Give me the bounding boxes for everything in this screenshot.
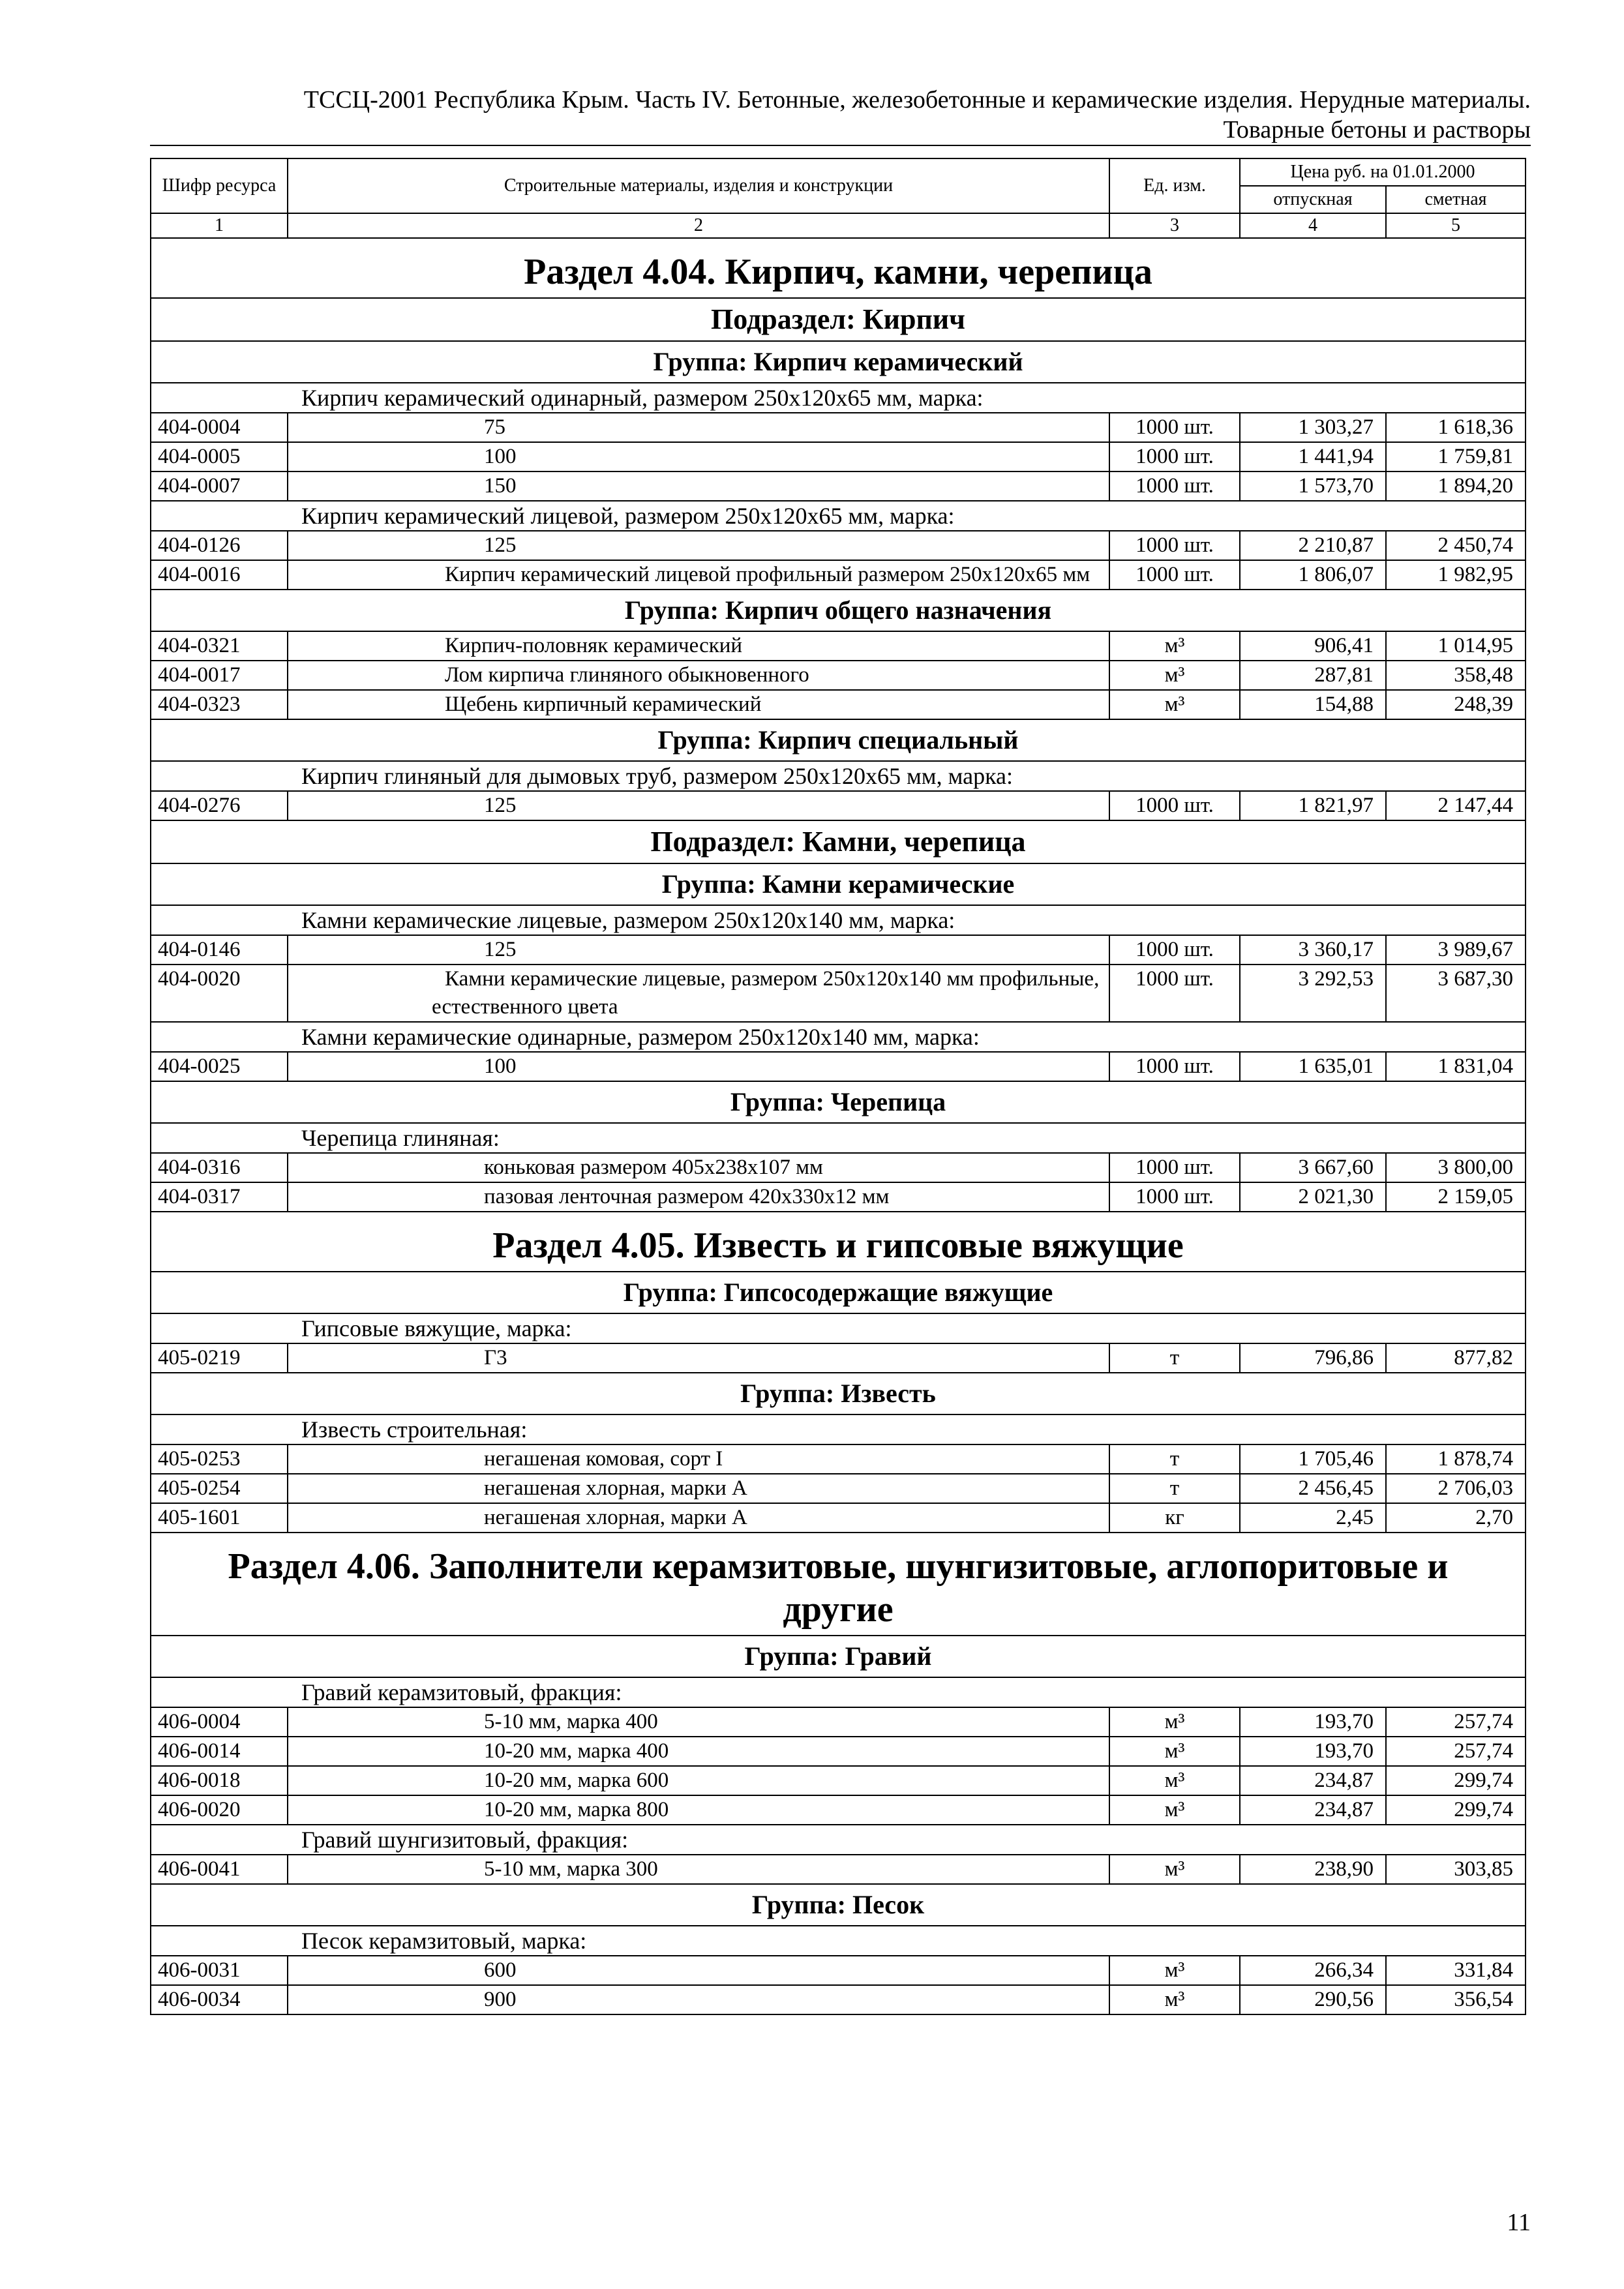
table-row xyxy=(151,1985,1526,2014)
table-row xyxy=(151,413,1526,442)
group-row xyxy=(151,341,1526,383)
resource-name: Камни керамические лицевые, размером 250х120х140 мм профильные, естественного цвета xyxy=(288,965,1109,1022)
unit: м³ xyxy=(1109,1737,1240,1766)
release-price: 266,34 xyxy=(1240,1956,1386,1985)
estimate-price: 1 831,04 xyxy=(1386,1052,1526,1081)
group-title: Группа: Кирпич специальный xyxy=(151,719,1526,761)
release-price: 1 303,27 xyxy=(1240,413,1386,442)
table-row xyxy=(151,1182,1526,1212)
release-price: 1 635,01 xyxy=(1240,1052,1386,1081)
resource-code: 404-0276 xyxy=(151,791,288,820)
unit: 1000 шт. xyxy=(1109,935,1240,965)
subsection-title: Подраздел: Камни, черепица xyxy=(151,820,1526,863)
resource-name: негашеная хлорная, марки А xyxy=(288,1474,1109,1503)
table-row xyxy=(151,1343,1526,1373)
estimate-price: 299,74 xyxy=(1386,1795,1526,1825)
resource-name: пазовая ленточная размером 420х330х12 мм xyxy=(288,1182,1109,1212)
column-number: 3 xyxy=(1109,213,1240,238)
release-price: 2 456,45 xyxy=(1240,1474,1386,1503)
section-row xyxy=(151,1212,1526,1272)
estimate-price: 1 759,81 xyxy=(1386,442,1526,471)
section-title: Раздел 4.05. Известь и гипсовые вяжущие xyxy=(151,1212,1526,1272)
estimate-price: 1 894,20 xyxy=(1386,471,1526,501)
unit: 1000 шт. xyxy=(1109,560,1240,590)
estimate-price: 3 989,67 xyxy=(1386,935,1526,965)
table-row xyxy=(151,1503,1526,1533)
intro-text: Камни керамические лицевые, размером 250х120х140 мм, марка: xyxy=(151,905,1526,935)
column-header-name: Строительные материалы, изделия и конструкции xyxy=(288,158,1109,213)
estimate-price: 331,84 xyxy=(1386,1956,1526,1985)
release-price: 1 821,97 xyxy=(1240,791,1386,820)
intro-row xyxy=(151,1414,1526,1444)
column-header-code: Шифр ресурса xyxy=(151,158,288,213)
page-number: 11 xyxy=(1507,2209,1531,2236)
resource-code: 405-0254 xyxy=(151,1474,288,1503)
resource-code: 404-0025 xyxy=(151,1052,288,1081)
estimate-price: 1 878,74 xyxy=(1386,1444,1526,1474)
group-title: Группа: Черепица xyxy=(151,1081,1526,1123)
unit: м³ xyxy=(1109,631,1240,661)
resource-name: Щебень кирпичный керамический xyxy=(288,690,1109,719)
table-row xyxy=(151,1795,1526,1825)
intro-text: Кирпич глиняный для дымовых труб, размером 250х120х65 мм, марка: xyxy=(151,761,1526,791)
subsection-title: Подраздел: Кирпич xyxy=(151,298,1526,341)
estimate-price: 2,70 xyxy=(1386,1503,1526,1533)
intro-text: Кирпич керамический лицевой, размером 250х120х65 мм, марка: xyxy=(151,501,1526,531)
subsection-row xyxy=(151,298,1526,341)
intro-row xyxy=(151,1926,1526,1956)
column-header-release-price: отпускная xyxy=(1240,186,1386,213)
unit: 1000 шт. xyxy=(1109,471,1240,501)
table-row xyxy=(151,1052,1526,1081)
intro-row xyxy=(151,1022,1526,1052)
intro-row xyxy=(151,761,1526,791)
table-row xyxy=(151,531,1526,560)
intro-row xyxy=(151,905,1526,935)
estimate-price: 2 147,44 xyxy=(1386,791,1526,820)
table-row xyxy=(151,631,1526,661)
group-row xyxy=(151,1373,1526,1414)
table-row xyxy=(151,1737,1526,1766)
estimate-price: 356,54 xyxy=(1386,1985,1526,2014)
column-header-unit: Ед. изм. xyxy=(1109,158,1240,213)
group-row xyxy=(151,1884,1526,1926)
unit: м³ xyxy=(1109,1707,1240,1737)
group-row xyxy=(151,1272,1526,1313)
section-row xyxy=(151,1533,1526,1636)
resource-code: 404-0323 xyxy=(151,690,288,719)
unit: 1000 шт. xyxy=(1109,442,1240,471)
unit: м³ xyxy=(1109,1795,1240,1825)
release-price: 193,70 xyxy=(1240,1737,1386,1766)
resource-name: негашеная хлорная, марки А xyxy=(288,1503,1109,1533)
intro-text: Песок керамзитовый, марка: xyxy=(151,1926,1526,1956)
unit: 1000 шт. xyxy=(1109,1052,1240,1081)
resource-name: коньковая размером 405х238х107 мм xyxy=(288,1153,1109,1182)
table-row xyxy=(151,1444,1526,1474)
unit: м³ xyxy=(1109,690,1240,719)
release-price: 193,70 xyxy=(1240,1707,1386,1737)
unit: м³ xyxy=(1109,1766,1240,1795)
intro-text: Гипсовые вяжущие, марка: xyxy=(151,1313,1526,1343)
price-table-body xyxy=(151,158,1526,2014)
resource-name: 10-20 мм, марка 600 xyxy=(288,1766,1109,1795)
column-number: 2 xyxy=(288,213,1109,238)
intro-text: Известь строительная: xyxy=(151,1414,1526,1444)
estimate-price: 299,74 xyxy=(1386,1766,1526,1795)
section-title: Раздел 4.04. Кирпич, камни, черепица xyxy=(151,238,1526,298)
unit: 1000 шт. xyxy=(1109,1153,1240,1182)
column-number: 1 xyxy=(151,213,288,238)
resource-name: 10-20 мм, марка 400 xyxy=(288,1737,1109,1766)
estimate-price: 877,82 xyxy=(1386,1343,1526,1373)
resource-code: 406-0034 xyxy=(151,1985,288,2014)
unit: 1000 шт. xyxy=(1109,531,1240,560)
estimate-price: 358,48 xyxy=(1386,661,1526,690)
table-row xyxy=(151,1855,1526,1884)
intro-text: Черепица глиняная: xyxy=(151,1123,1526,1153)
table-row xyxy=(151,690,1526,719)
resource-name: Г3 xyxy=(288,1343,1109,1373)
release-price: 1 573,70 xyxy=(1240,471,1386,501)
estimate-price: 303,85 xyxy=(1386,1855,1526,1884)
estimate-price: 3 687,30 xyxy=(1386,965,1526,1022)
resource-name: Кирпич керамический лицевой профильный размером 250х120х65 мм xyxy=(288,560,1109,590)
unit: м³ xyxy=(1109,1985,1240,2014)
unit: т xyxy=(1109,1474,1240,1503)
resource-code: 404-0126 xyxy=(151,531,288,560)
unit: м³ xyxy=(1109,661,1240,690)
group-row xyxy=(151,1636,1526,1677)
release-price: 234,87 xyxy=(1240,1766,1386,1795)
resource-code: 406-0041 xyxy=(151,1855,288,1884)
release-price: 1 806,07 xyxy=(1240,560,1386,590)
resource-code: 404-0316 xyxy=(151,1153,288,1182)
column-header-estimate-price: сметная xyxy=(1386,186,1526,213)
estimate-price: 3 800,00 xyxy=(1386,1153,1526,1182)
release-price: 3 667,60 xyxy=(1240,1153,1386,1182)
estimate-price: 2 450,74 xyxy=(1386,531,1526,560)
table-row xyxy=(151,560,1526,590)
resource-name: 75 xyxy=(288,413,1109,442)
resource-code: 404-0017 xyxy=(151,661,288,690)
resource-code: 404-0321 xyxy=(151,631,288,661)
release-price: 796,86 xyxy=(1240,1343,1386,1373)
release-price: 2 210,87 xyxy=(1240,531,1386,560)
group-row xyxy=(151,719,1526,761)
resource-name: 125 xyxy=(288,935,1109,965)
table-row xyxy=(151,1707,1526,1737)
running-header-title: ТССЦ-2001 Республика Крым. Часть IV. Бетонные, железобетонные и керамические изделия. Нерудные материалы. xyxy=(303,86,1531,113)
intro-row xyxy=(151,1825,1526,1855)
intro-text: Камни керамические одинарные, размером 250х120х140 мм, марка: xyxy=(151,1022,1526,1052)
resource-name: Лом кирпича глиняного обыкновенного xyxy=(288,661,1109,690)
release-price: 2 021,30 xyxy=(1240,1182,1386,1212)
column-number: 4 xyxy=(1240,213,1386,238)
release-price: 290,56 xyxy=(1240,1985,1386,2014)
estimate-price: 2 706,03 xyxy=(1386,1474,1526,1503)
resource-name: 125 xyxy=(288,791,1109,820)
table-row xyxy=(151,442,1526,471)
release-price: 1 705,46 xyxy=(1240,1444,1386,1474)
resource-name: 600 xyxy=(288,1956,1109,1985)
release-price: 238,90 xyxy=(1240,1855,1386,1884)
unit: м³ xyxy=(1109,1956,1240,1985)
table-row xyxy=(151,935,1526,965)
resource-code: 404-0317 xyxy=(151,1182,288,1212)
header-rule xyxy=(150,145,1531,146)
resource-name: негашеная комовая, сорт I xyxy=(288,1444,1109,1474)
group-title: Группа: Гравий xyxy=(151,1636,1526,1677)
estimate-price: 257,74 xyxy=(1386,1707,1526,1737)
resource-code: 404-0020 xyxy=(151,965,288,1022)
resource-name: 150 xyxy=(288,471,1109,501)
group-title: Группа: Гипсосодержащие вяжущие xyxy=(151,1272,1526,1313)
column-numbers-row xyxy=(151,213,1526,238)
resource-code: 406-0018 xyxy=(151,1766,288,1795)
section-title: Раздел 4.06. Заполнители керамзитовые, шунгизитовые, аглопоритовые и другие xyxy=(151,1533,1526,1636)
unit: м³ xyxy=(1109,1855,1240,1884)
group-title: Группа: Известь xyxy=(151,1373,1526,1414)
resource-name: 5-10 мм, марка 400 xyxy=(288,1707,1109,1737)
estimate-price: 257,74 xyxy=(1386,1737,1526,1766)
intro-row xyxy=(151,501,1526,531)
unit: т xyxy=(1109,1444,1240,1474)
unit: 1000 шт. xyxy=(1109,413,1240,442)
unit: 1000 шт. xyxy=(1109,1182,1240,1212)
estimate-price: 248,39 xyxy=(1386,690,1526,719)
resource-code: 404-0004 xyxy=(151,413,288,442)
estimate-price: 1 014,95 xyxy=(1386,631,1526,661)
release-price: 3 292,53 xyxy=(1240,965,1386,1022)
release-price: 234,87 xyxy=(1240,1795,1386,1825)
resource-code: 404-0146 xyxy=(151,935,288,965)
resource-name: 100 xyxy=(288,442,1109,471)
release-price: 287,81 xyxy=(1240,661,1386,690)
intro-text: Гравий шунгизитовый, фракция: xyxy=(151,1825,1526,1855)
release-price: 3 360,17 xyxy=(1240,935,1386,965)
resource-code: 404-0016 xyxy=(151,560,288,590)
resource-name: 100 xyxy=(288,1052,1109,1081)
table-row xyxy=(151,1474,1526,1503)
group-row xyxy=(151,863,1526,905)
resource-code: 406-0004 xyxy=(151,1707,288,1737)
resource-code: 405-0219 xyxy=(151,1343,288,1373)
column-header-price: Цена руб. на 01.01.2000 xyxy=(1240,158,1526,186)
intro-row xyxy=(151,383,1526,413)
estimate-price: 1 618,36 xyxy=(1386,413,1526,442)
intro-row xyxy=(151,1677,1526,1707)
release-price: 154,88 xyxy=(1240,690,1386,719)
resource-code: 405-0253 xyxy=(151,1444,288,1474)
subsection-row xyxy=(151,820,1526,863)
resource-name: 5-10 мм, марка 300 xyxy=(288,1855,1109,1884)
resource-name: 10-20 мм, марка 800 xyxy=(288,1795,1109,1825)
resource-code: 404-0007 xyxy=(151,471,288,501)
group-title: Группа: Песок xyxy=(151,1884,1526,1926)
price-table xyxy=(150,158,1526,2015)
estimate-price: 2 159,05 xyxy=(1386,1182,1526,1212)
resource-code: 404-0005 xyxy=(151,442,288,471)
table-row xyxy=(151,1766,1526,1795)
group-row xyxy=(151,1081,1526,1123)
unit: 1000 шт. xyxy=(1109,965,1240,1022)
release-price: 2,45 xyxy=(1240,1503,1386,1533)
resource-name: Кирпич-половняк керамический xyxy=(288,631,1109,661)
table-header-row xyxy=(151,158,1526,186)
group-title: Группа: Кирпич общего назначения xyxy=(151,590,1526,631)
unit: 1000 шт. xyxy=(1109,791,1240,820)
resource-name: 900 xyxy=(288,1985,1109,2014)
group-title: Группа: Кирпич керамический xyxy=(151,341,1526,383)
section-row xyxy=(151,238,1526,298)
table-row xyxy=(151,1956,1526,1985)
resource-name: 125 xyxy=(288,531,1109,560)
intro-row xyxy=(151,1313,1526,1343)
table-row xyxy=(151,661,1526,690)
table-row xyxy=(151,471,1526,501)
group-row xyxy=(151,590,1526,631)
intro-text: Гравий керамзитовый, фракция: xyxy=(151,1677,1526,1707)
table-row xyxy=(151,965,1526,1022)
column-number: 5 xyxy=(1386,213,1526,238)
group-title: Группа: Камни керамические xyxy=(151,863,1526,905)
resource-code: 406-0031 xyxy=(151,1956,288,1985)
table-row xyxy=(151,791,1526,820)
resource-code: 406-0014 xyxy=(151,1737,288,1766)
intro-row xyxy=(151,1123,1526,1153)
running-header-subtitle: Товарные бетоны и растворы xyxy=(1223,116,1531,143)
intro-text: Кирпич керамический одинарный, размером 250х120х65 мм, марка: xyxy=(151,383,1526,413)
release-price: 906,41 xyxy=(1240,631,1386,661)
resource-code: 405-1601 xyxy=(151,1503,288,1533)
estimate-price: 1 982,95 xyxy=(1386,560,1526,590)
table-row xyxy=(151,1153,1526,1182)
unit: кг xyxy=(1109,1503,1240,1533)
unit: т xyxy=(1109,1343,1240,1373)
resource-code: 406-0020 xyxy=(151,1795,288,1825)
release-price: 1 441,94 xyxy=(1240,442,1386,471)
